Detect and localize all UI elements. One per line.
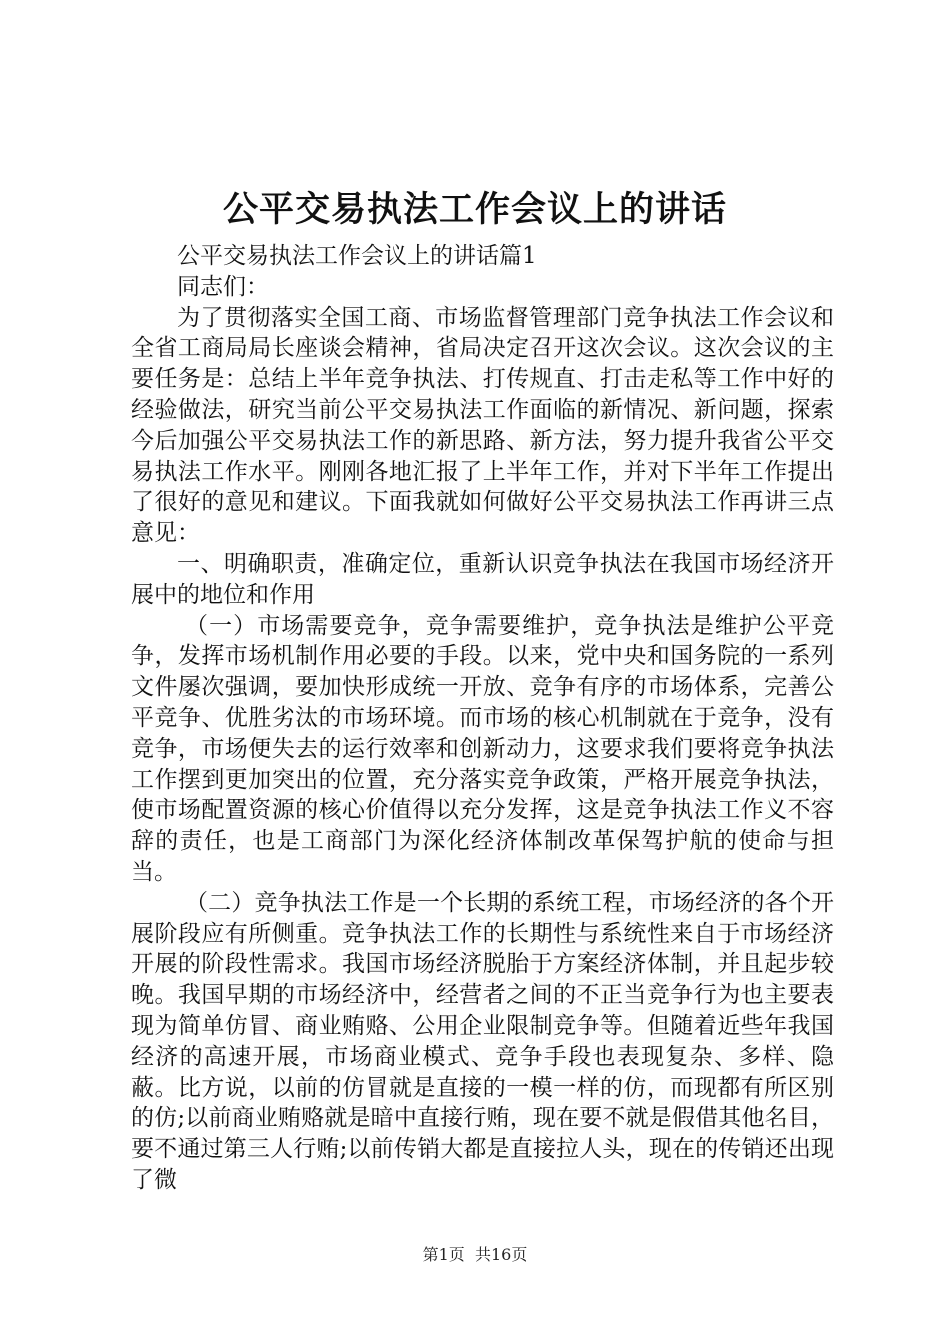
section-heading-1: 一、明确职责，准确定位，重新认识竞争执法在我国市场经济开展中的地位和作用 xyxy=(131,550,834,608)
paragraph-intro: 为了贯彻落实全国工商、市场监督管理部门竞争执法工作会议和全省工商局局长座谈会精神，省局决定召开这次会议。这次会议的主要任务是：总结上半年竞争执法、打传规直、打击走私等工作中好的经验做法，研究当前公平交易执法工作面临的新情况、新问题，探索今后加强公平交易执法工作的新思路、新方法，努力提升我省公平交易执法工作水平。刚刚各地汇报了上半年工作，并对下半年工作提出了很好的意见和建议。下面我就如何做好公平交易执法工作再讲三点意见： xyxy=(131,304,834,547)
document-subtitle: 公平交易执法工作会议上的讲话篇1 xyxy=(177,243,537,269)
salutation: 同志们： xyxy=(177,273,269,300)
paragraph-point-2: （二）竞争执法工作是一个长期的系统工程，市场经济的各个开展阶段应有所侧重。竞争执法工作的长期性与系统性来自于市场经济开展的阶段性需求。我国市场经济脱胎于方案经济体制，并且起步较晚。我国早期的市场经济中，经营者之间的不正当竞争行为也主要表现为简单仿冒、商业贿赂、公用企业限制竞争等。但随着近些年我国经济的高速开展，市场商业模式、竞争手段也表现复杂、多样、隐蔽。比方说，以前的仿冒就是直接的一模一样的仿，而现都有所区别的仿;以前商业贿赂就是暗中直接行贿，现在要不就是假借其他名目，要不通过第三人行贿;以前传销大都是直接拉人头，现在的传销还出现了微 xyxy=(131,889,834,1193)
page-total: 共16页 xyxy=(474,1245,528,1264)
document-body xyxy=(131,210,834,1196)
document-title: 公平交易执法工作会议上的讲话 xyxy=(222,189,727,230)
page-number: 第1页 xyxy=(422,1245,465,1264)
page-footer xyxy=(0,1244,950,1266)
paragraph-point-1: （一）市场需要竞争，竞争需要维护，竞争执法是维护公平竞争，发挥市场机制作用必要的手段。以来，党中央和国务院的一系列文件屡次强调，要加快形成统一开放、竞争有序的市场体系，完善公平竞争、优胜劣汰的市场环境。而市场的核心机制就在于竞争，没有竞争，市场便失去的运行效率和创新动力，这要求我们要将竞争执法工作摆到更加突出的位置，充分落实竞争政策，严格开展竞争执法，使市场配置资源的核心价值得以充分发挥，这是竞争执法工作义不容辞的责任，也是工商部门为深化经济体制改革保驾护航的使命与担当。 xyxy=(131,612,834,885)
